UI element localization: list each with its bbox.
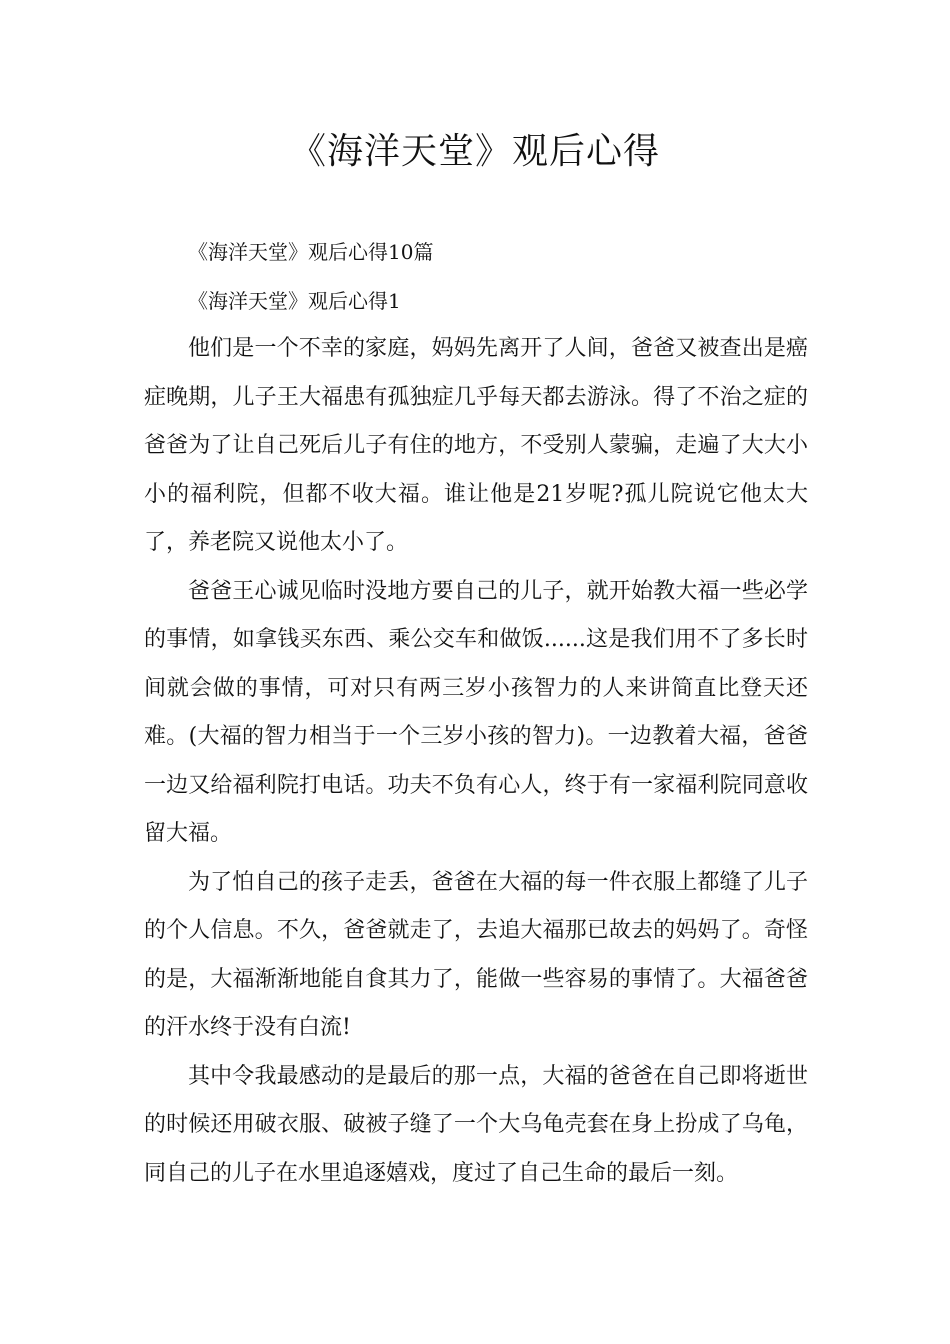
subtitle-part: 《海洋天堂》观后心得1: [188, 288, 401, 313]
document-body: [144, 228, 808, 1198]
paragraph: 其中令我最感动的是最后的那一点，大福的爸爸在自己即将逝世的时候还用破衣服、破被子缝了一个大乌龟壳套在身上扮成了乌龟，同自己的儿子在水里追逐嬉戏，度过了自己生命的最后一刻。: [144, 1063, 808, 1186]
paragraph: 他们是一个不幸的家庭，妈妈先离开了人间，爸爸又被查出是癌症晚期，儿子王大福患有孤独症几乎每天都去游泳。得了不治之症的爸爸为了让自己死后儿子有住的地方，不受别人蒙骗，走遍了大大小小的福利院，但都不收大福。谁让他是21岁呢?孤儿院说它他太大了，养老院又说他太小了。: [144, 336, 808, 555]
document-title: 《海洋天堂》观后心得: [289, 131, 660, 172]
subtitle-collection: 《海洋天堂》观后心得10篇: [188, 240, 434, 264]
paragraph: 为了怕自己的孩子走丢，爸爸在大福的每一件衣服上都缝了儿子的个人信息。不久，爸爸就走了，去追大福那已故去的妈妈了。奇怪的是，大福渐渐地能自食其力了，能做一些容易的事情了。大福爸爸的汗水终于没有白流!: [144, 869, 808, 1040]
paragraph: 爸爸王心诚见临时没地方要自己的儿子，就开始教大福一些必学的事情，如拿钱买东西、乘公交车和做饭......这是我们用不了多长时间就会做的事情，可对只有两三岁小孩智力的人来讲简直比登天还难。(大福的智力相当于一个三岁小孩的智力)。一边教着大福，爸爸一边又给福利院打电话。功夫不负有心人，终于有一家福利院同意收留大福。: [144, 578, 808, 846]
